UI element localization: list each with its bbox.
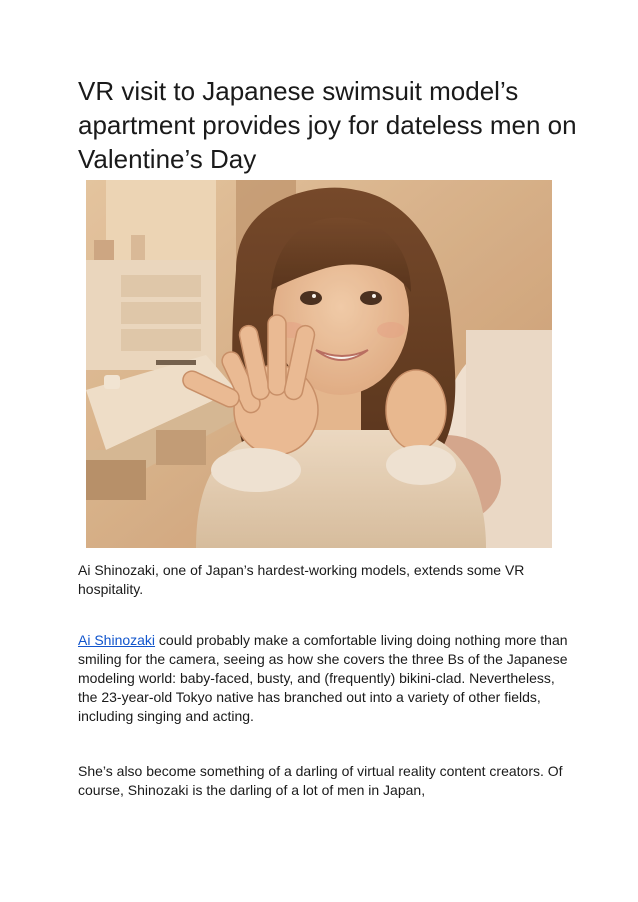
photo-caption: Ai Shinozaki, one of Japan’s hardest-working models, extends some VR hospitality. [78,562,525,597]
paragraph-2: She’s also become something of a darling of virtual reality content creators. Of course, Shinozaki is the darling of a lot of men in Japan, [78,763,563,798]
paragraph-1 [78,631,568,726]
ai-shinozaki-link[interactable]: Ai Shinozaki [78,632,156,648]
paragraph-1-text: could probably make a comfortable living doing nothing more than smiling for the camera, seeing as how she covers the three Bs of the Japanese modeling world: baby-faced, busty, and (frequently) bikini-clad. Nevertheless, the 23-year-old Tokyo native has branched out into a variety of other fields, including singing and acting. [78,632,568,724]
article-photo [86,180,552,548]
article-title: VR visit to Japanese swimsuit model’s apartment provides joy for dateless men on Valentine’s Day [78,76,577,174]
photo-illustration [86,180,552,548]
